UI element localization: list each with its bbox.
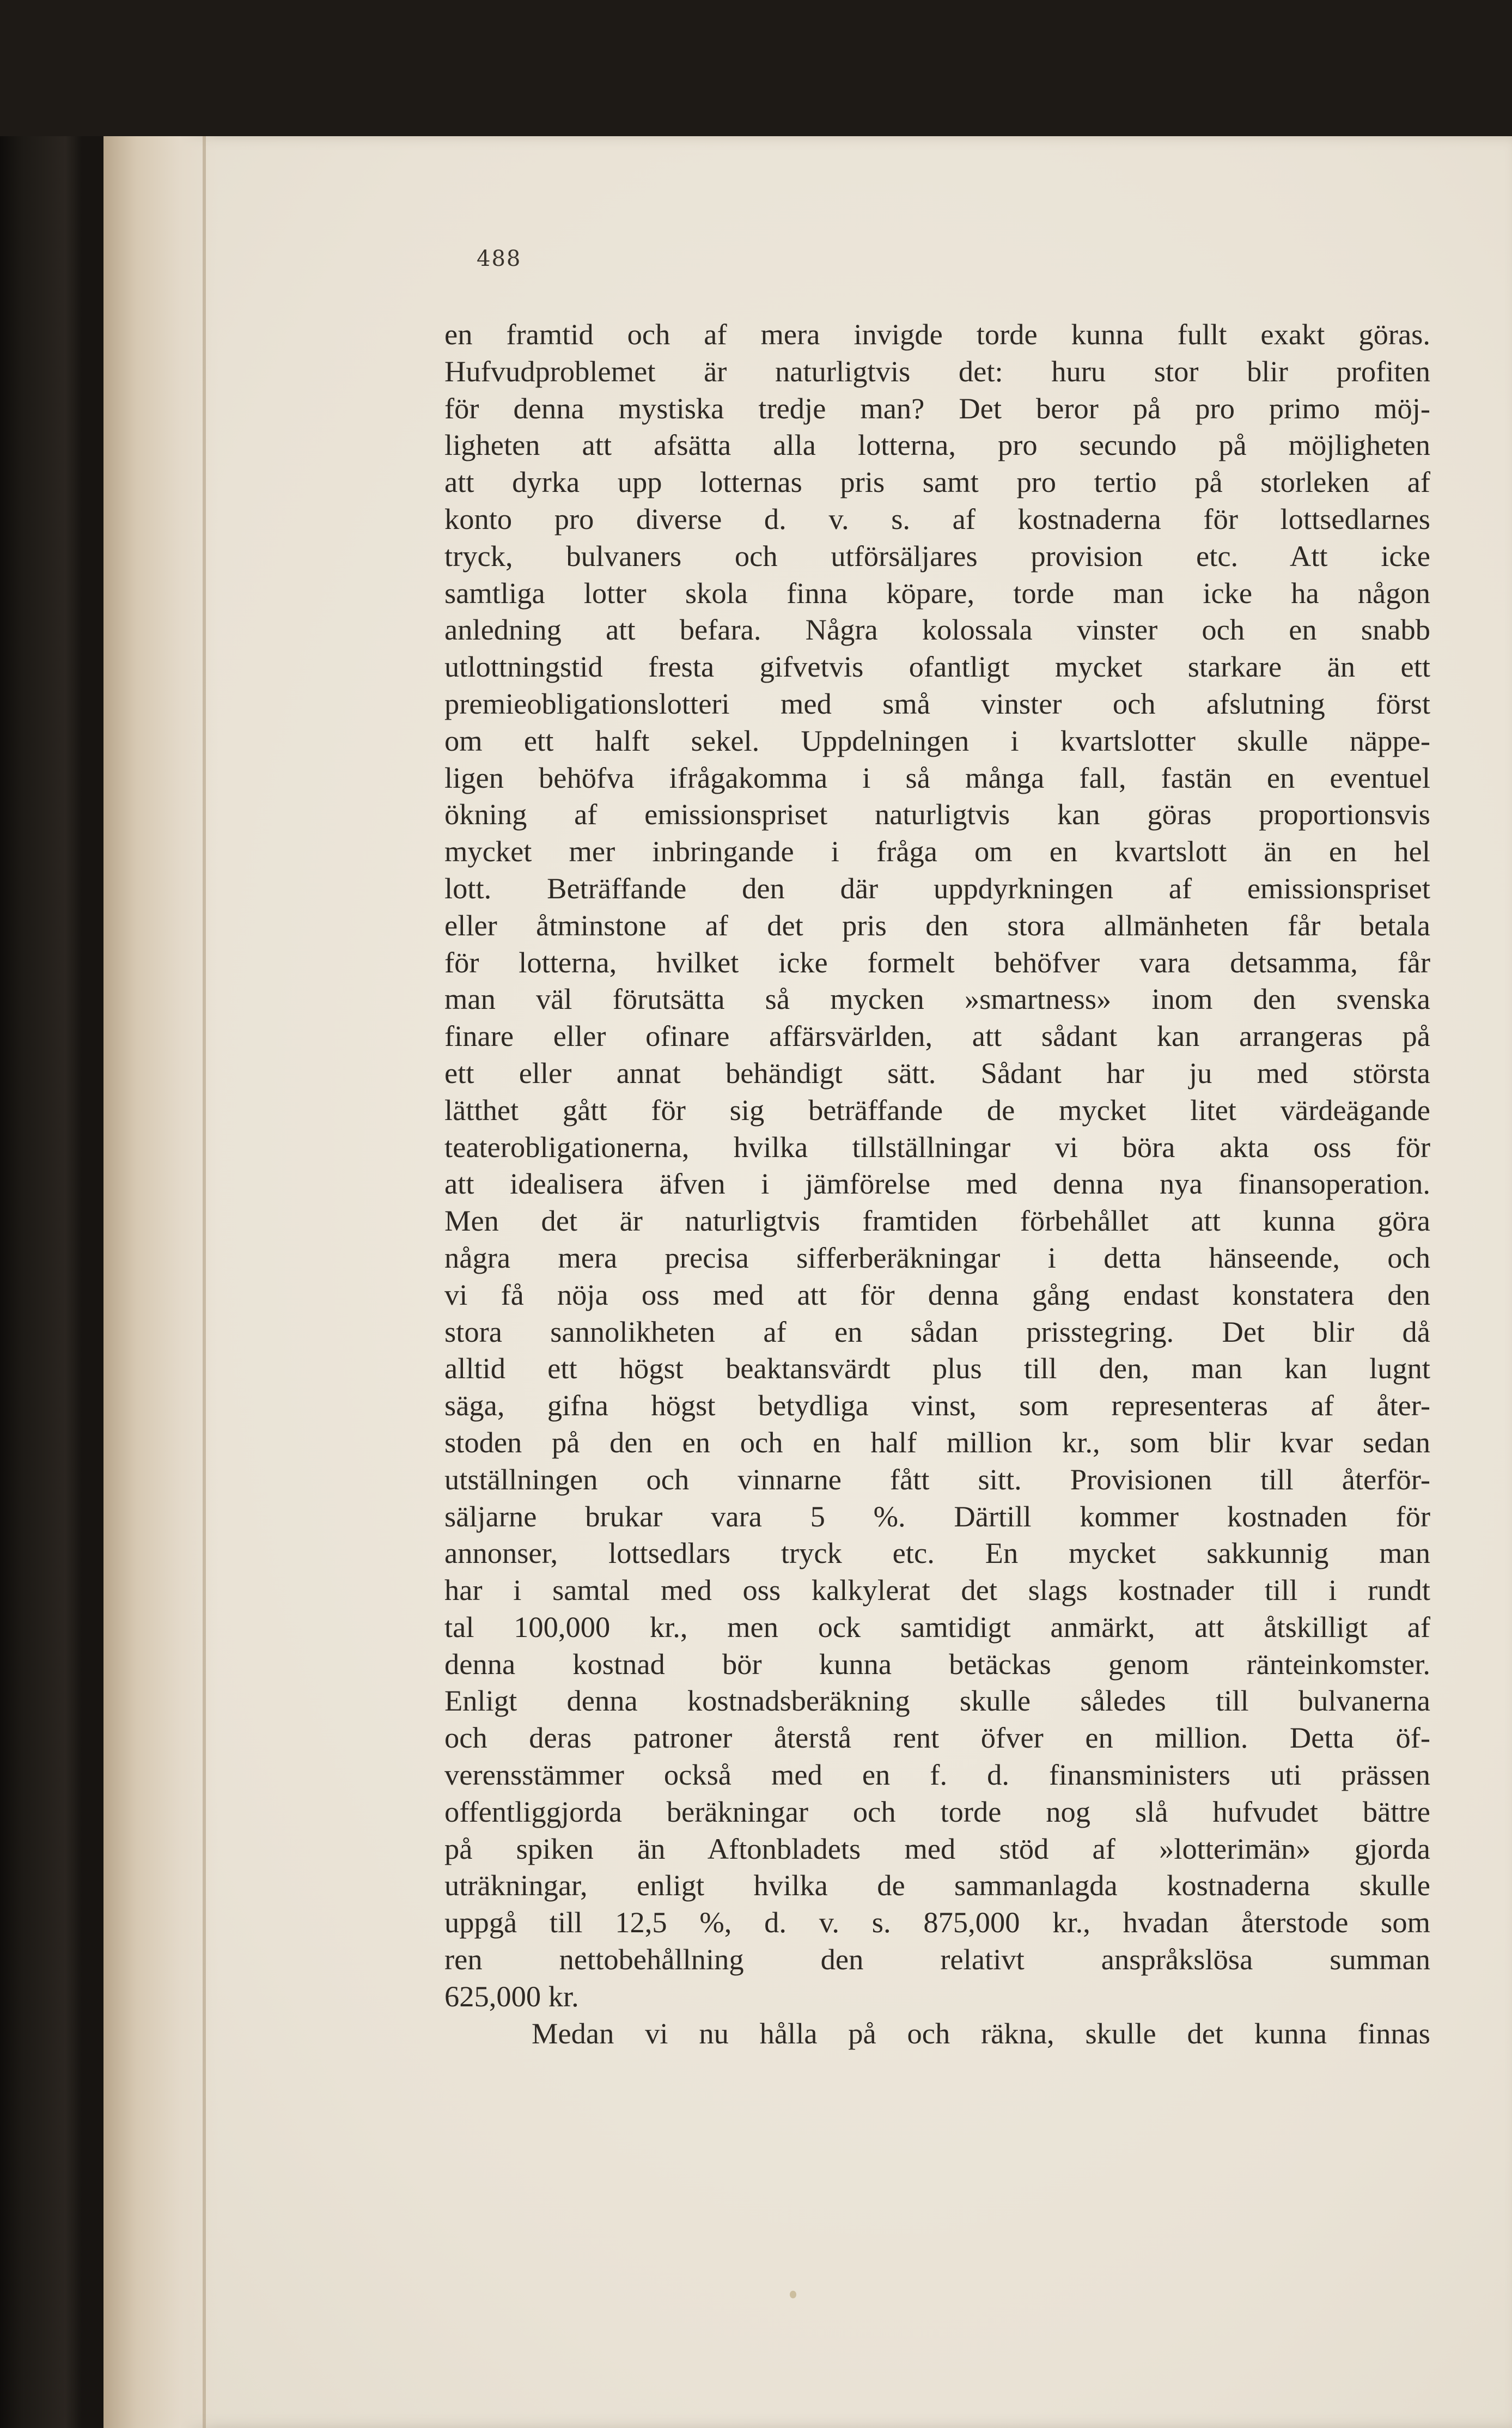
- text-line: premieobligationslotteri med små vinster och afslutning först: [444, 686, 1430, 720]
- text-line: Enligt denna kostnadsberäkning skulle således till bulvanerna: [444, 1684, 1430, 1718]
- text-line: finare eller ofinare affärsvärlden, att sådant kan arrangeras på: [444, 1019, 1430, 1053]
- text-line: 625,000 kr.: [444, 1979, 579, 2013]
- text-line: stora sannolikheten af en sådan prisstegring. Det blir då: [444, 1315, 1430, 1348]
- text-line: annonser, lottsedlars tryck etc. En mycket sakkunnig man: [444, 1536, 1430, 1570]
- text-line: eller åtminstone af det pris den stora allmänheten får betala: [444, 908, 1430, 942]
- text-line: ren nettobehållning den relativt anspråkslösa summan: [444, 1943, 1430, 1976]
- text-line: och deras patroner återstå rent öfver en million. Detta öf-: [444, 1721, 1430, 1755]
- text-line: Hufvudproblemet är naturligtvis det: huru stor blir profiten: [444, 354, 1430, 388]
- text-line: samtliga lotter skola finna köpare, torde man icke ha någon: [444, 576, 1430, 610]
- text-line: verensstämmer också med en f. d. finansministers uti prässen: [444, 1758, 1430, 1792]
- page-number: 488: [477, 246, 522, 271]
- text-line: lott. Beträffande den där uppdyrkningen af emissionspriset: [444, 871, 1430, 905]
- text-line: vi få nöja oss med att för denna gång endast konstatera den: [444, 1277, 1430, 1311]
- text-line: en framtid och af mera invigde torde kunna fullt exakt göras.: [444, 318, 1430, 351]
- body-text: [444, 316, 1430, 2052]
- text-line: tal 100,000 kr., men ock samtidigt anmärkt, att åtskilligt af: [444, 1610, 1430, 1644]
- text-line: säga, gifna högst betydliga vinst, som representeras af åter-: [444, 1389, 1430, 1422]
- text-line: ligen behöfva ifrågakomma i så många fall, fastän en eventuel: [444, 760, 1430, 794]
- text-line: några mera precisa sifferberäkningar i detta hänseende, och: [444, 1240, 1430, 1274]
- text-line: stoden på den en och en half million kr., som blir kvar sedan: [444, 1425, 1430, 1459]
- text-line: offentliggjorda beräkningar och torde nog slå hufvudet bättre: [444, 1794, 1430, 1828]
- text-line: att idealisera äfven i jämförelse med denna nya finansoperation.: [444, 1167, 1430, 1201]
- text-line: ökning af emissionspriset naturligtvis kan göras proportionsvis: [444, 798, 1430, 831]
- text-line: mycket mer inbringande i fråga om en kvartslott än en hel: [444, 835, 1430, 868]
- text-line: för lotterna, hvilket icke formelt behöfver vara detsamma, får: [444, 945, 1430, 979]
- text-line: konto pro diverse d. v. s. af kostnaderna för lottsedlarnes: [444, 502, 1430, 536]
- text-line: Medan vi nu hålla på och räkna, skulle det kunna finnas: [532, 2016, 1430, 2050]
- text-line: för denna mystiska tredje man? Det beror på pro primo möj-: [444, 391, 1430, 425]
- text-line: teaterobligationerna, hvilka tillställningar vi böra akta oss för: [444, 1130, 1430, 1164]
- text-line: lätthet gått för sig beträffande de mycket litet värdeägande: [444, 1093, 1430, 1127]
- text-line: har i samtal med oss kalkylerat det slags kostnader till i rundt: [444, 1573, 1430, 1607]
- text-line: att dyrka upp lotternas pris samt pro tertio på storleken af: [444, 465, 1430, 499]
- text-line: ett eller annat behändigt sätt. Sådant har ju med största: [444, 1056, 1430, 1090]
- text-line: alltid ett högst beaktansvärdt plus till den, man kan lugnt: [444, 1352, 1430, 1385]
- text-line: uträkningar, enligt hvilka de sammanlagda kostnaderna skulle: [444, 1869, 1430, 1902]
- text-line: på spiken än Aftonbladets med stöd af »lotterimän» gjorda: [444, 1831, 1430, 1865]
- text-line: tryck, bulvaners och utförsäljares provision etc. Att icke: [444, 539, 1430, 573]
- text-line: denna kostnad bör kunna betäckas genom ränteinkomster.: [444, 1647, 1430, 1681]
- text-line: Men det är naturligtvis framtiden förbehållet att kunna göra: [444, 1204, 1430, 1238]
- text-line: om ett halft sekel. Uppdelningen i kvartslotter skulle näppe-: [444, 723, 1430, 757]
- text-line: säljarne brukar vara 5 %. Därtill kommer kostnaden för: [444, 1499, 1430, 1533]
- text-line: utlottningstid fresta gifvetvis ofantligt mycket starkare än ett: [444, 650, 1430, 684]
- scan-background-top: [0, 0, 1512, 136]
- page-fold-line: [203, 136, 206, 2428]
- text-line: uppgå till 12,5 %, d. v. s. 875,000 kr., hvadan återstode som: [444, 1906, 1430, 1939]
- text-line: anledning att befara. Några kolossala vinster och en snabb: [444, 613, 1430, 647]
- text-line: utställningen och vinnarne fått sitt. Provisionen till återför-: [444, 1462, 1430, 1496]
- book-binding-shadow: [103, 136, 218, 2428]
- text-line: man väl förutsätta så mycken »smartness» inom den svenska: [444, 982, 1430, 1016]
- text-line: ligheten att afsätta alla lotterna, pro secundo på möjligheten: [444, 428, 1430, 462]
- paper-speck: [790, 2291, 796, 2298]
